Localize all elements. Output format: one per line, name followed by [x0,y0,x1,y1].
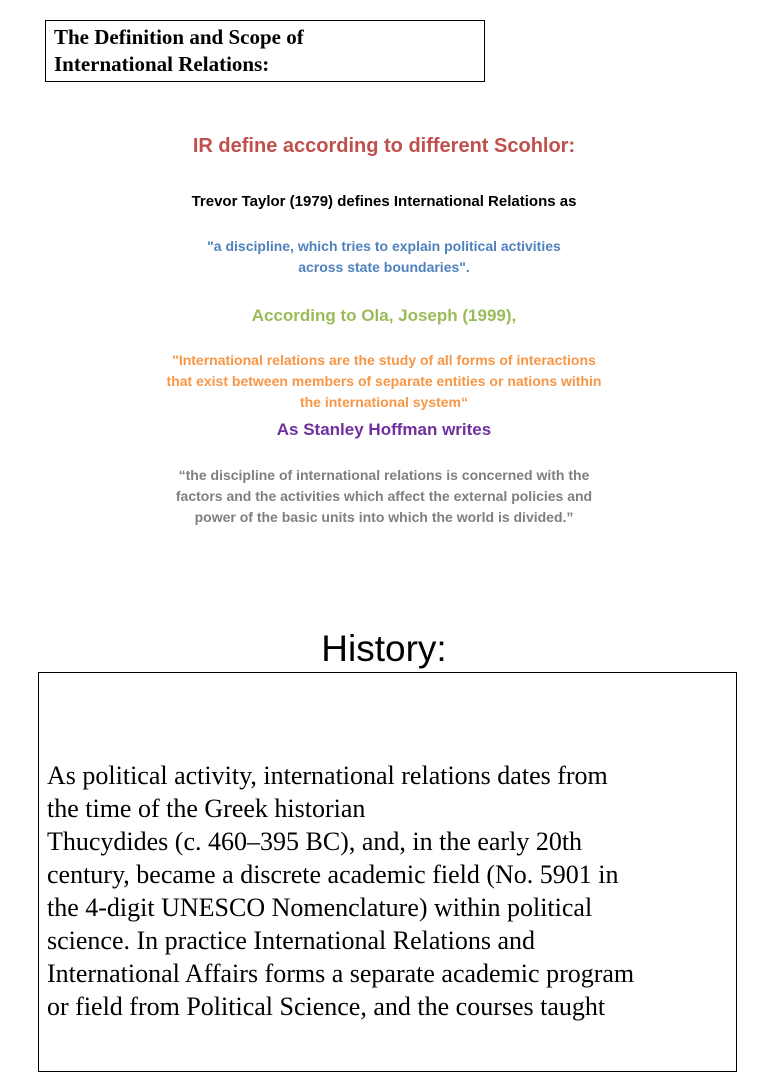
hoffman-quote [0,465,768,528]
history-line: century, became a discrete academic field (No. 5901 in [47,860,619,889]
history-line: Thucydides (c. 460–395 BC), and, in the early 20th [47,827,583,856]
ola-quote [0,350,768,413]
quote-line: the international system“ [299,394,469,410]
quote-line: across state boundaries". [298,259,470,275]
history-line: the 4-digit UNESCO Nomenclature) within political [47,893,593,922]
history-line: As political activity, international relations dates from [47,761,608,790]
history-text-box [38,672,737,1072]
title-line: International Relations: [54,52,270,76]
quote-line: factors and the activities which affect the external policies and [175,488,593,504]
title-box [45,20,485,82]
ola-intro: According to Ola, Joseph (1999), [251,306,517,325]
quote-line: "a discipline, which tries to explain political activities [207,238,561,254]
history-line: International Affairs forms a separate academic program [47,959,635,988]
taylor-quote [0,236,768,278]
quote-line: "International relations are the study of all forms of interactions [172,352,596,368]
history-line: or field from Political Science, and the courses taught [47,992,606,1021]
title-line: The Definition and Scope of [54,25,304,49]
ir-heading: IR define according to different Scohlor: [192,135,576,157]
history-title: History: [321,628,447,669]
hoffman-intro: As Stanley Hoffman writes [276,420,492,439]
quote-line: “the discipline of international relations is concerned with the [178,467,590,483]
quote-line: that exist between members of separate entities or nations within [166,373,602,389]
taylor-intro: Trevor Taylor (1979) defines International Relations as [191,193,577,210]
quote-line: power of the basic units into which the world is divided.” [194,509,574,525]
history-line: the time of the Greek historian [47,794,366,823]
history-line: science. In practice International Relations and [47,926,536,955]
